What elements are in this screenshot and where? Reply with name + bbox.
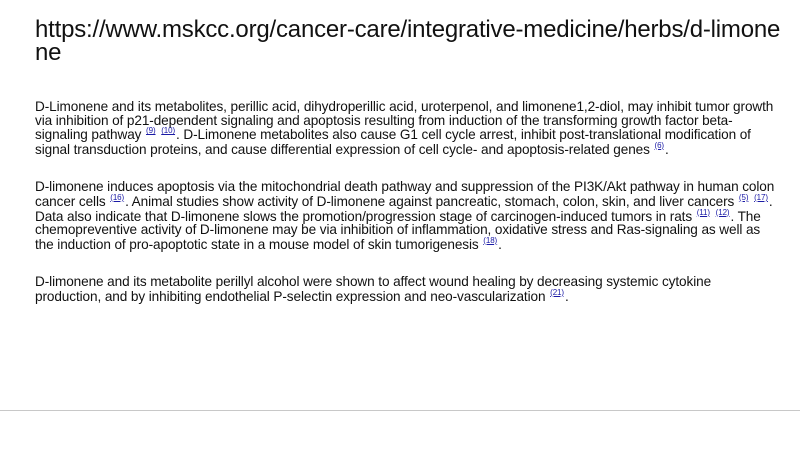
paragraph [35,180,780,251]
paragraph-text: . Data also indicate that D-limonene slows the promotion/progression stage of carcinogen-induced tumors in rats [35,193,773,224]
paragraph [35,100,780,156]
paragraph-text: D-limonene induces apoptosis via the mitochondrial death pathway and suppression of the PI3K/Akt pathway in human colon cancer cells [35,179,775,209]
slide-body [35,100,780,328]
paragraph-text: . [564,288,569,304]
reference-link[interactable]: (9) [146,126,156,136]
reference-link[interactable]: (18) [483,235,498,245]
paragraph-text: D-limonene and its metabolite perillyl alcohol were shown to affect wound healing by decreasing systemic cytokine production, and by inhibiting endothelial P-selectin expression and neo-vascularization [35,274,712,304]
reference-link[interactable]: (6) [654,140,664,150]
slide-title: https://www.mskcc.org/cancer-care/integrative-medicine/herbs/d-limonene [35,16,781,66]
reference-link[interactable]: (11) [696,207,710,217]
bottom-divider [0,410,800,411]
paragraph-text: . D-Limonene metabolites also cause G1 cell cycle arrest, inhibit post-translational modification of signal transduction proteins, and cause differential expression of cell cycle- and apoptosis-related genes [35,127,751,157]
paragraph-text: D-Limonene and its metabolites, perillic acid, dihydroperillic acid, uroterpenol, and limonene1,2-diol, may inhibit tumor growth via inhibition of p21-dependent signaling and apoptosis resulting from induction of the transforming growth factor beta-signaling pathway [35,99,774,143]
reference-link[interactable]: (12) [715,207,730,217]
reference-link[interactable]: (16) [110,192,125,202]
reference-link[interactable]: (21) [550,287,564,297]
reference-link[interactable]: (10) [161,126,176,136]
paragraph [35,275,780,303]
paragraph-text: . [498,236,502,252]
reference-link[interactable]: (5) [738,192,749,202]
paragraph-text: . Animal studies show activity of D-limonene against pancreatic, stomach, colon, skin, and liver cancers [125,193,738,209]
paragraph-text: . [665,141,669,157]
paragraph-text: . The chemopreventive activity of D-limonene may be via inhibition of inflammation, oxidative stress and Ras-signaling as well as the induction of pro-apoptotic state in a mouse model of skin tumorigenesis [35,208,761,252]
reference-link[interactable]: (17) [754,192,768,202]
